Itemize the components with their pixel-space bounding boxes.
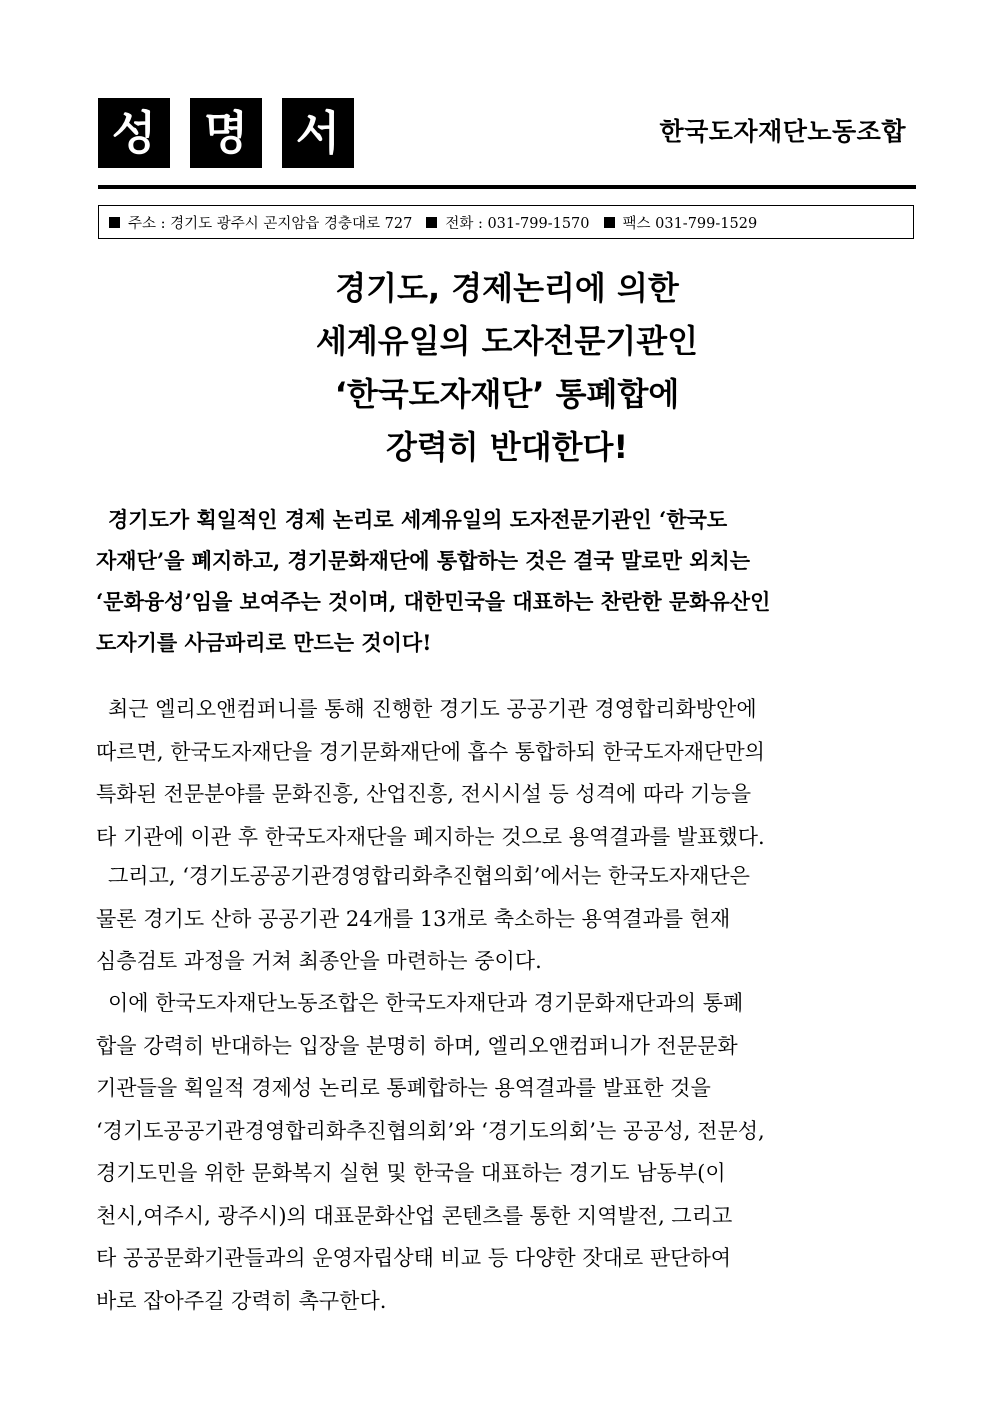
lead-line: 자재단’을 폐지하고, 경기문화재단에 통합하는 것은 결국 말로만 외치는: [96, 548, 751, 573]
fax-text: 팩스 031-799-1529: [622, 215, 758, 232]
body-line: 심층검토 과정을 거쳐 최종안을 마련하는 중이다.: [96, 949, 542, 973]
body-line: 그리고, ‘경기도공공기관경영합리화추진협의회’에서는 한국도자재단은: [108, 864, 750, 888]
address-text: 주소 : 경기도 광주시 곤지암읍 경충대로 727: [128, 215, 413, 232]
body-line: 경기도민을 위한 문화복지 실현 및 한국을 대표하는 경기도 남동부(이: [96, 1161, 726, 1185]
square-bullet-icon: [109, 217, 120, 228]
lead-line: ‘문화융성’임을 보여주는 것이며, 대한민국을 대표하는 찬란한 문화유산인: [96, 589, 771, 614]
phone-item: [426, 212, 589, 233]
statement-title: [98, 98, 354, 168]
headline-line: ‘한국도자재단’ 통폐합에: [334, 375, 680, 413]
body-paragraph-2: [96, 855, 896, 983]
body-line: ‘경기도공공기관경영합리화추진협의회’와 ‘경기도의회’는 공공성, 전문성,: [96, 1118, 765, 1143]
square-bullet-icon: [604, 217, 615, 228]
lead-line: 경기도가 획일적인 경제 논리로 세계유일의 도자전문기관인 ‘한국도: [108, 507, 728, 532]
lead-line: 도자기를 사금파리로 만드는 것이다!: [96, 630, 432, 655]
contact-info-box: [98, 205, 914, 239]
body-line: 최근 엘리오앤컴퍼니를 통해 진행한 경기도 공공기관 경영합리화방안에: [108, 697, 757, 721]
headline: [98, 262, 916, 474]
body-line: 타 공공문화기관들과의 운영자립상태 비교 등 다양한 잣대로 판단하여: [96, 1246, 732, 1270]
headline-line: 경기도, 경제논리에 의한: [335, 269, 679, 307]
address-item: [109, 212, 412, 233]
fax-item: [604, 212, 758, 233]
body-line: 합을 강력히 반대하는 입장을 분명히 하며, 엘리오앤컴퍼니가 전문문화: [96, 1033, 738, 1058]
body-line: 따르면, 한국도자재단을 경기문화재단에 흡수 통합하되 한국도자재단만의: [96, 739, 765, 764]
header-divider: [98, 185, 916, 189]
lead-paragraph: [96, 499, 896, 663]
body-line: 타 기관에 이관 후 한국도자재단을 폐지하는 것으로 용역결과를 발표했다.: [96, 824, 765, 849]
phone-text: 전화 : 031-799-1570: [445, 215, 590, 232]
body-line: 천시,여주시, 광주시)의 대표문화산업 콘텐츠를 통한 지역발전, 그리고: [96, 1203, 733, 1228]
body-line: 이에 한국도자재단노동조합은 한국도자재단과 경기문화재단과의 통폐: [108, 991, 744, 1015]
body-line: 바로 잡아주길 강력히 촉구한다.: [96, 1288, 387, 1313]
title-char-box: 서: [282, 98, 354, 168]
title-char-box: 성: [98, 98, 170, 168]
body-paragraph-3: [96, 982, 896, 1322]
square-bullet-icon: [426, 217, 437, 228]
body-line: 기관들을 획일적 경제성 논리로 통폐합하는 용역결과를 발표한 것을: [96, 1076, 711, 1100]
union-name: 한국도자재단노동조합: [659, 117, 906, 146]
title-char-box: 명: [190, 98, 262, 168]
headline-line: 세계유일의 도자전문기관인: [315, 322, 699, 360]
headline-line: 강력히 반대한다!: [385, 428, 629, 466]
body-line: 물론 경기도 산하 공공기관 24개를 13개로 축소하는 용역결과를 현재: [96, 906, 731, 931]
body-paragraph-1: [96, 688, 896, 858]
body-line: 특화된 전문분야를 문화진흥, 산업진흥, 전시시설 등 성격에 따라 기능을: [96, 782, 752, 806]
